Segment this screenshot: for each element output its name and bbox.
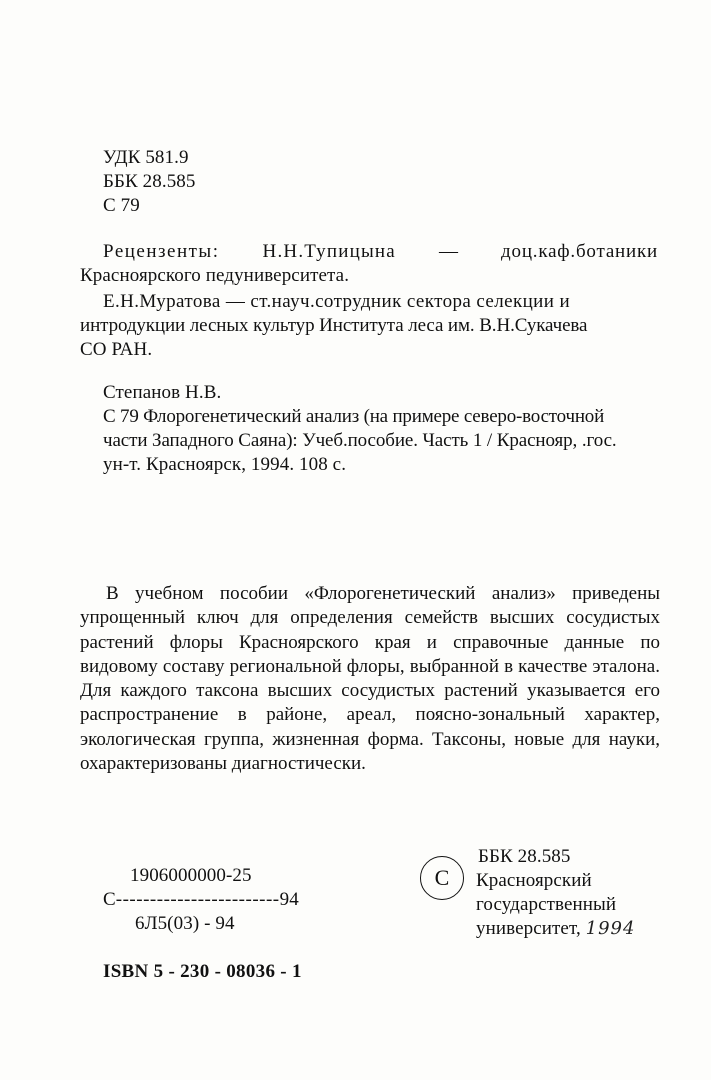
reviewer1-name: Н.Н.Тупицына [262,241,396,262]
copyright-org-line-3 [476,917,635,941]
biblio-line-3: ун-т. Красноярск, 1994. 108 с. [103,454,347,475]
author-mark: С 79 [103,195,140,216]
biblio-author: Степанов Н.В. [103,382,222,403]
reviewer1-dash: — [438,241,458,262]
imprint-year-suffix: 94 [279,889,299,910]
copyright-year: 1994 [585,918,636,939]
imprint-code-top: 1906000000-25 [130,865,252,886]
copyright-bbk: ББК 28.585 [478,846,571,867]
imprint-code-middle [103,888,299,912]
copyright-org-line-1: Красноярский [476,870,592,891]
reviewer1-institution: Красноярского педуниверситета. [80,265,350,286]
imprint-dashes: ------------------------ [115,889,280,910]
copyright-org-name: университет, [476,918,581,939]
biblio-line-1: С 79 Флорогенетический анализ (на примере северо-восточной [103,406,605,427]
imprint-code-bottom: 6Л5(03) - 94 [135,913,235,934]
reviewer2-line-2: интродукции лесных культур Института леса им. В.Н.Сукачева [80,315,588,336]
copyright-icon [420,856,464,900]
reviewers-label: Рецензенты: [103,241,220,262]
reviewer1-position: доц.каф.ботаники [501,241,658,262]
bbk-code: ББК 28.585 [103,171,196,192]
udk-code: УДК 581.9 [103,147,189,168]
reviewer2-line-1: Е.Н.Муратова — ст.науч.сотрудник сектора селекции и [103,291,571,312]
copyright-org-line-2: государственный [476,894,617,915]
reviewer2-line-3: СО РАН. [80,339,153,360]
biblio-line-2: части Западного Саяна): Учеб.пособие. Часть 1 / Краснояр, .гос. [103,430,617,451]
imprint-letter: С [103,889,116,910]
abstract-paragraph: В учебном пособии «Флорогенетический анализ» приведены упрощенный ключ для определения семейств высших сосудистых растений флоры Красноярского края и справочные данные по видовому составу региональной флоры, выбранной в качестве эталона. Для каждого таксона высших сосудистых растений указывается его распространение в районе, ареал, поясно-зональный характер, экологическая группа, жизненная форма. Таксоны, новые для науки, охарактеризованы диагностически. [80,583,660,775]
isbn: ISBN 5 - 230 - 08036 - 1 [103,961,302,982]
reviewers-line-1 [103,240,658,264]
copyright-symbol: C [434,865,450,890]
